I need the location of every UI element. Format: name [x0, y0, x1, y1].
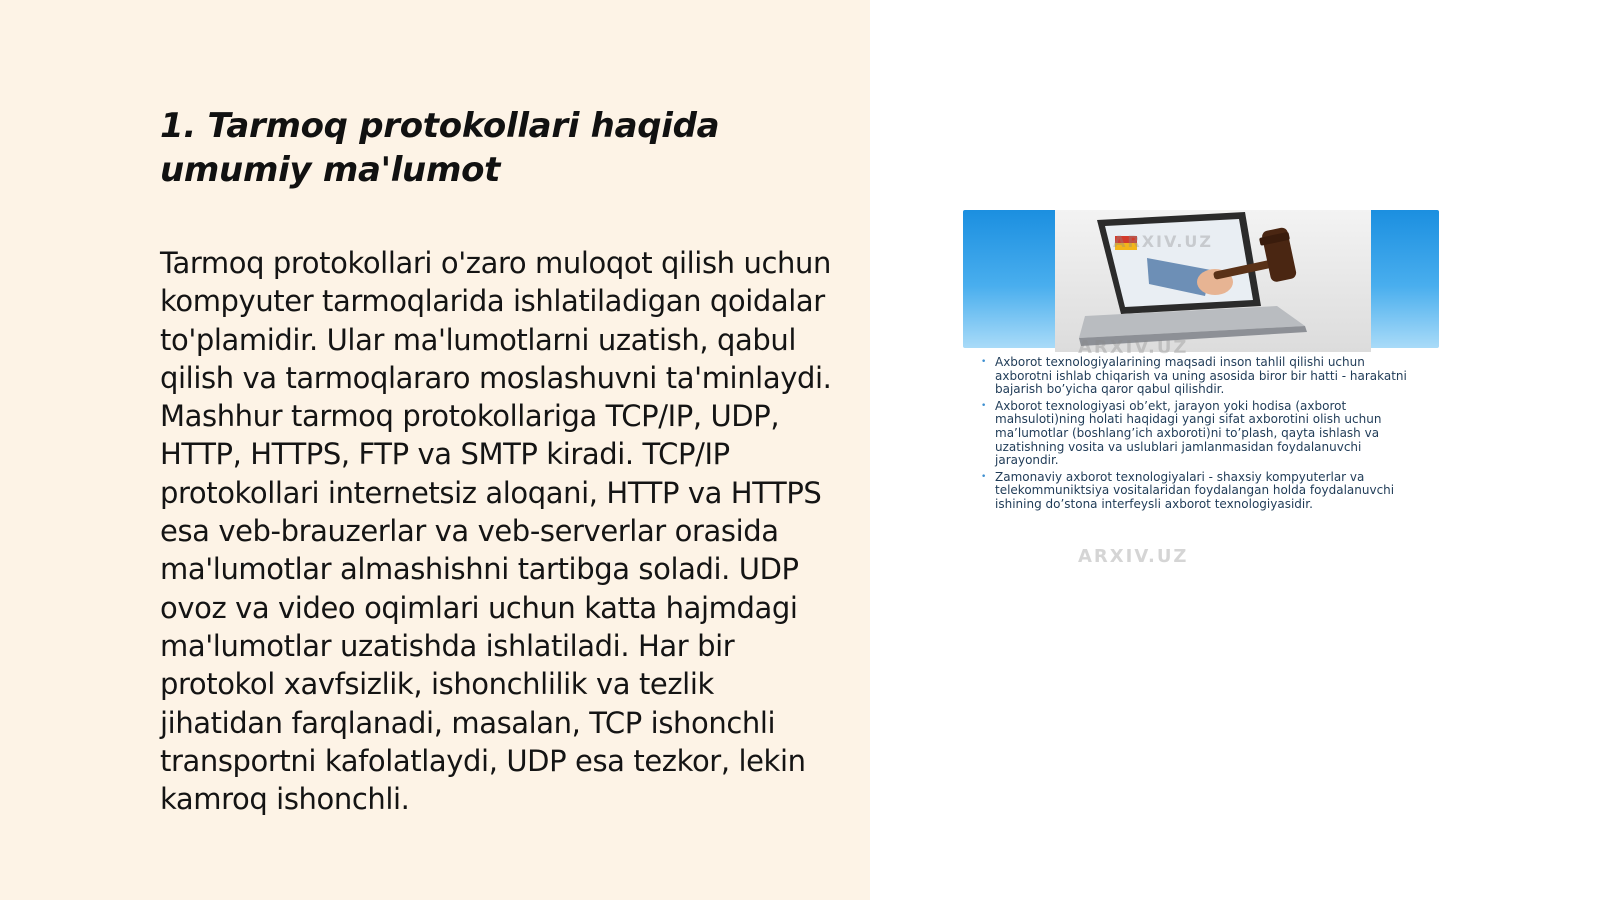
- bullet-icon: •: [981, 400, 987, 411]
- bullet-text: Zamonaviy axborot texnologiyalari - shaxsiy kompyuterlar va telekommuniktsiya vositalaridan foydalangan holda foydalanuvchi ishining do’stona interfeysli axborot texnologiyasidir.: [995, 469, 1395, 511]
- watermark-text: ARXIV.UZ: [1078, 337, 1189, 358]
- laptop-gavel-photo: [1055, 210, 1371, 352]
- watermark-text: ARXIV.UZ: [1113, 232, 1213, 251]
- watermark-text: ARXIV.UZ: [1078, 546, 1189, 567]
- slide-title: 1. Tarmoq protokollari haqida umumiy ma'lumot: [160, 106, 720, 190]
- laptop-gavel-illustration: [1055, 210, 1371, 352]
- bullet-list: [981, 356, 1421, 515]
- bullet-icon: •: [981, 471, 987, 482]
- slide-body-text: Tarmoq protokollari o'zaro muloqot qilish uchun kompyuter tarmoqlarida ishlatiladigan qoidalar to'plamidir. Ular ma'lumotlarni uzatish, qabul qilish va tarmoqlararo moslashuvni ta'minlaydi. Mashhur tarmoq protokollariga TCP/IP, UDP, HTTP, HTTPS, FTP va SMTP kiradi. TCP/IP protokollari internetsiz aloqani, HTTP va HTTPS esa veb-brauzerlar va veb-serverlar orasida ma'lumotlar almashishni tartibga soladi. UDP ovoz va video oqimlari uchun katta hajmdagi ma'lumotlar uzatishda ishlatiladi. Har bir protokol xavfsizlik, ishonchlilik va tezlik jihatidan farqlanadi, masalan, TCP ishonchli transportni kafolatlaydi, UDP esa tezkor, lekin kamroq ishonchli.: [160, 246, 832, 817]
- list-item: [981, 356, 1421, 397]
- bullet-icon: •: [981, 357, 987, 367]
- list-item: [981, 471, 1421, 512]
- bullet-text: Axborot texnologiyasi ob’ekt, jarayon yoki hodisa (axborot mahsuloti)ning holati haqidagi yangi sifat axborotini olish uchun ma’lumotlar (boshlang’ich axboroti)ni to’plash, qayta ishlash va uzatishning vosita va uslublari jamlanmasidan foydalanuvchi jarayondir.: [995, 398, 1382, 468]
- slide-image: [963, 210, 1439, 580]
- bullet-text: Axborot texnologiyalarining maqsadi inson tahlil qilishi uchun axborotni ishlab chiqarish va uning asosida biror bir hatti - harakatni bajarish bo’yicha qaror qabul qilishdir.: [995, 355, 1407, 397]
- list-item: [981, 400, 1421, 468]
